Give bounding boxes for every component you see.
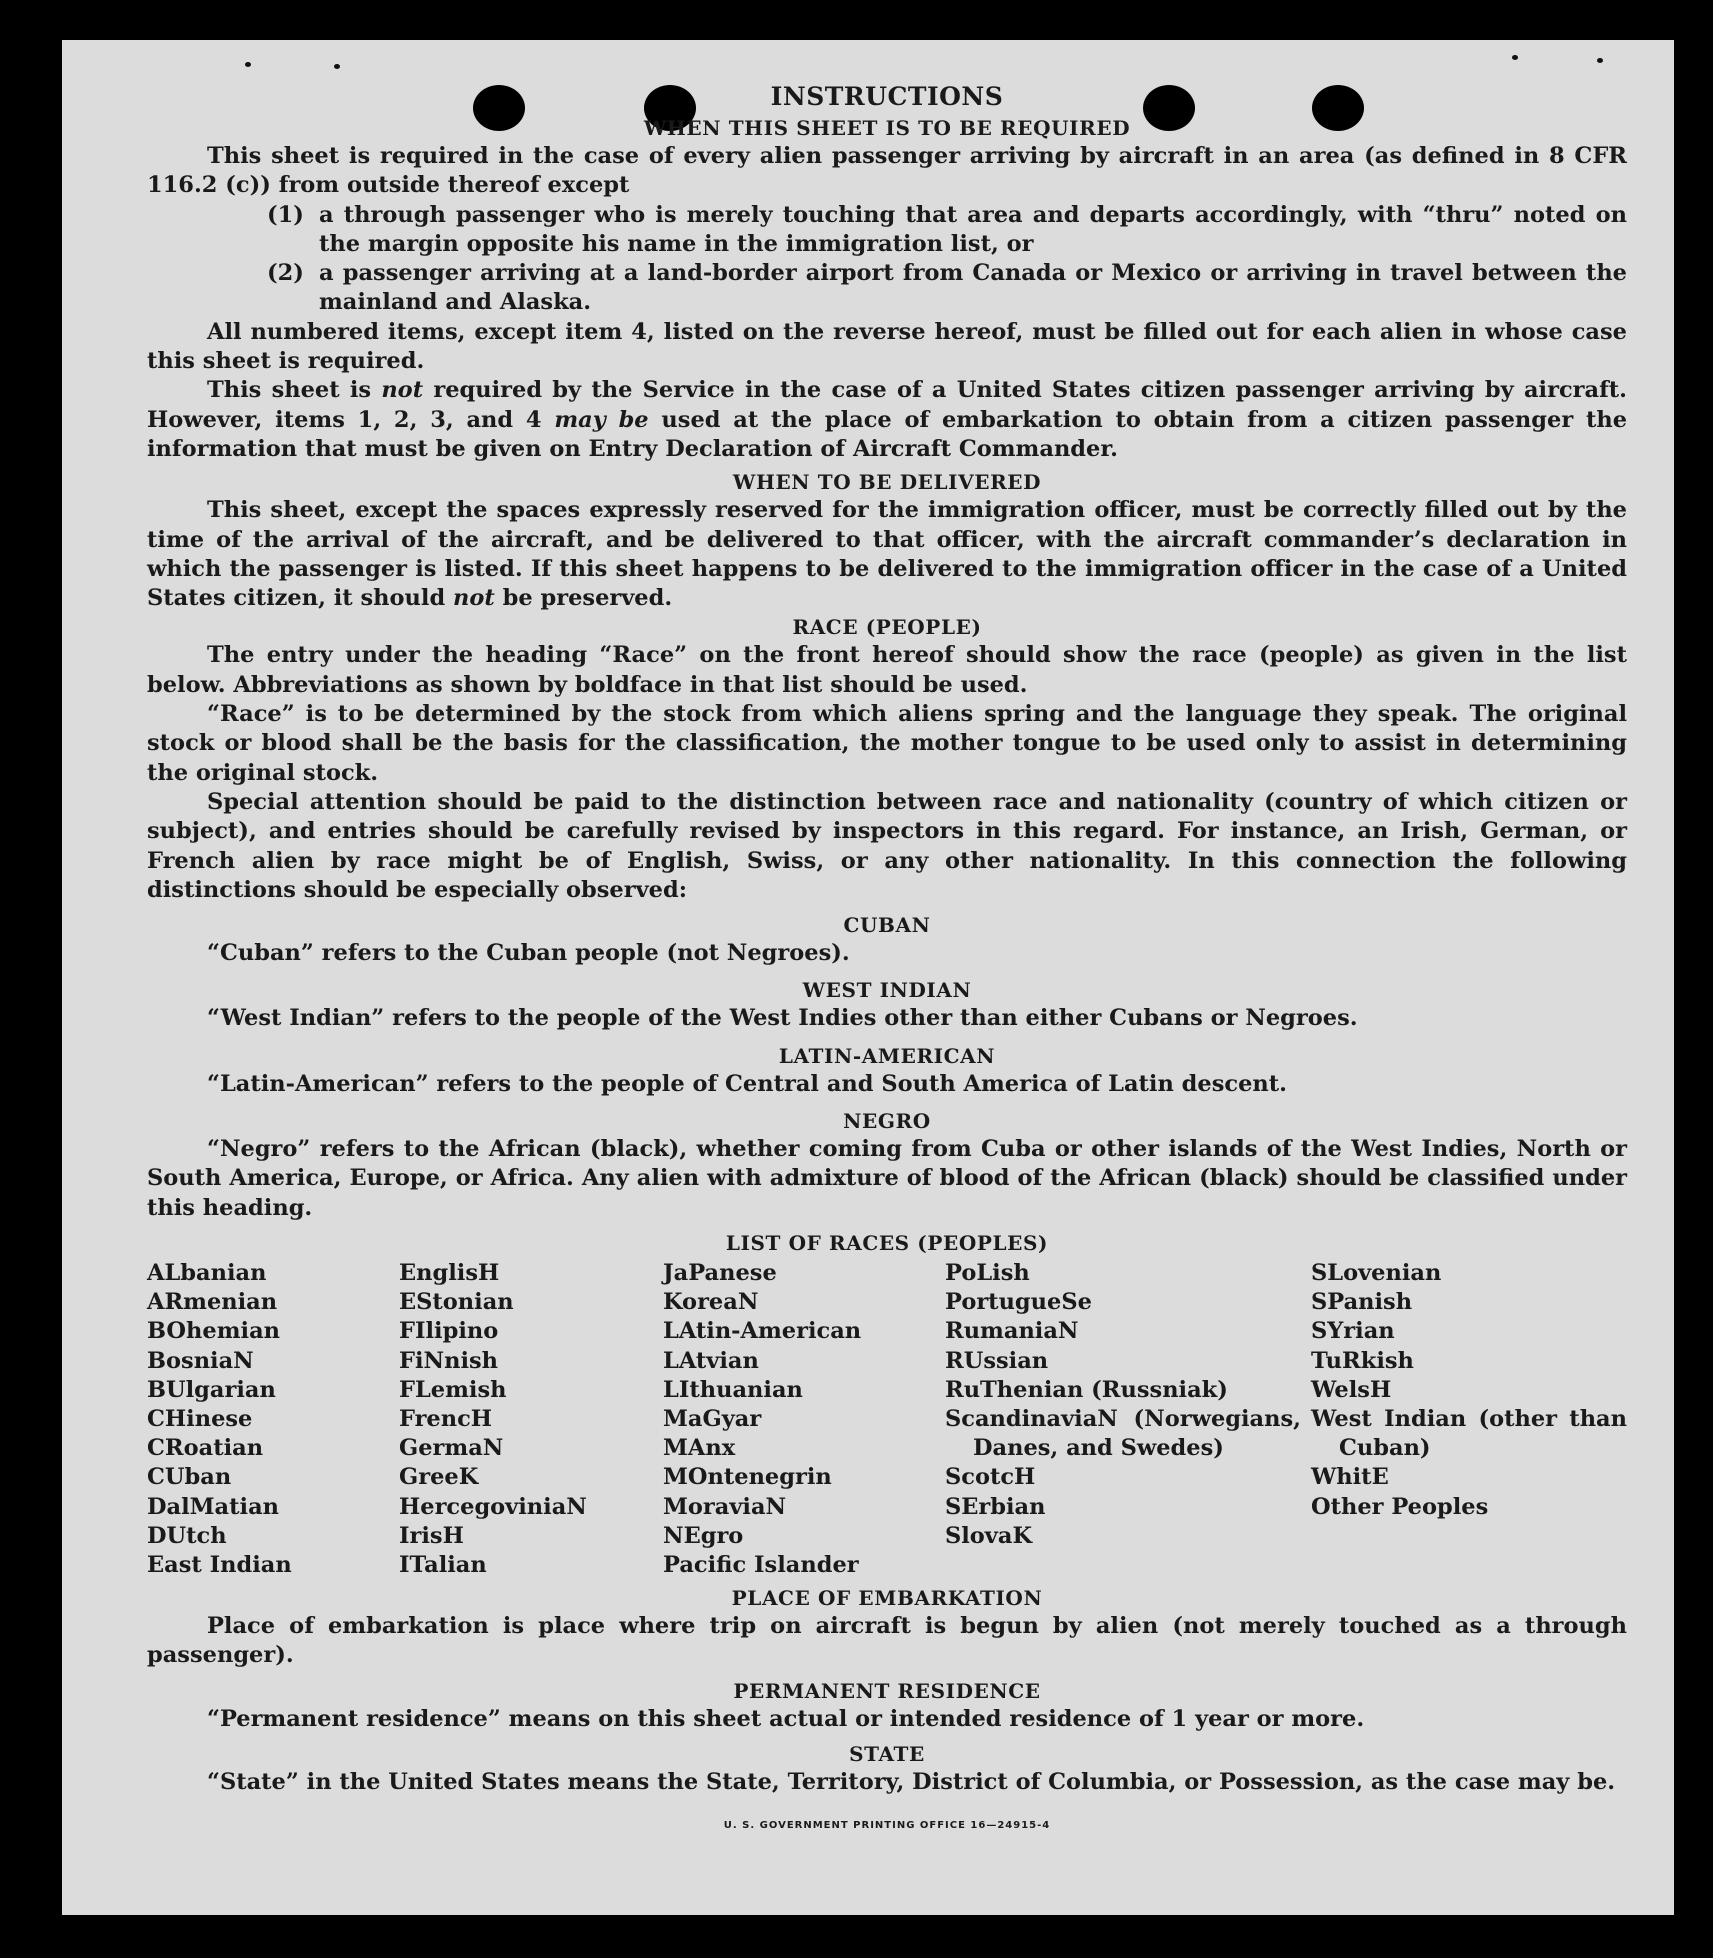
section-heading-delivered: WHEN TO BE DELIVERED bbox=[732, 470, 1042, 495]
races-list bbox=[147, 1259, 1627, 1580]
required-paragraph-3: This sheet is not required by the Service in the case of a United States citizen passenger arriving by aircraft. However, items 1, 2, 3, and 4 may be used at the place of embarkation to obtain from a citizen passenger the information that must be given on Entry Declaration of Aircraft Commander. bbox=[147, 377, 1628, 462]
west-indian-paragraph: “West Indian” refers to the people of the West Indies other than either Cubans or Negroes. bbox=[207, 1005, 1358, 1032]
race-entry: SLovenian bbox=[1311, 1259, 1442, 1286]
race-entry: WhitE bbox=[1311, 1464, 1389, 1491]
printer-imprint: U. S. GOVERNMENT PRINTING OFFICE 16—24915-4 bbox=[723, 1820, 1051, 1832]
speck bbox=[1512, 55, 1518, 60]
races-column-1 bbox=[147, 1259, 399, 1580]
race-paragraph-1: The entry under the heading “Race” on the front hereof should show the race (people) as given in the list below. Abbreviations as shown by boldface in that list should be used. bbox=[147, 642, 1627, 698]
race-entry: ARmenian bbox=[147, 1289, 278, 1316]
race-entry: LIthuanian bbox=[663, 1376, 803, 1403]
race-entry: RumaniaN bbox=[945, 1318, 1079, 1345]
instructions-content bbox=[147, 80, 1627, 1841]
race-entry: GreeK bbox=[399, 1464, 479, 1491]
race-entry: BOhemian bbox=[147, 1318, 281, 1345]
page-title: INSTRUCTIONS bbox=[770, 82, 1004, 111]
race-entry: ALbanian bbox=[147, 1259, 267, 1286]
item-number: (2) bbox=[267, 260, 304, 287]
race-entry: JaPanese bbox=[663, 1259, 777, 1286]
item-text: a through passenger who is merely touching that area and departs accordingly, with “thru” noted on the margin opposite his name in the immigration list, or bbox=[319, 201, 1627, 257]
race-entry: SErbian bbox=[945, 1493, 1046, 1520]
race-entry: SlovaK bbox=[945, 1522, 1033, 1549]
races-column-5 bbox=[1311, 1259, 1627, 1580]
section-heading-required: WHEN THIS SHEET IS TO BE REQUIRED bbox=[643, 116, 1131, 140]
race-entry: CHinese bbox=[147, 1405, 253, 1432]
section-heading-latin-american: LATIN-AMERICAN bbox=[778, 1043, 996, 1068]
race-entry: PortugueSe bbox=[945, 1289, 1092, 1316]
speck bbox=[334, 64, 340, 69]
race-entry: TuRkish bbox=[1311, 1347, 1414, 1374]
race-entry: ScotcH bbox=[945, 1464, 1036, 1491]
section-heading-cuban: CUBAN bbox=[843, 913, 931, 938]
races-column-3 bbox=[663, 1259, 945, 1580]
race-entry: BosniaN bbox=[147, 1347, 254, 1374]
section-heading-state: STATE bbox=[849, 1742, 925, 1767]
latin-american-paragraph: “Latin-American” refers to the people of Central and South America of Latin descent. bbox=[207, 1070, 1287, 1097]
race-entry: FrencH bbox=[399, 1405, 493, 1432]
race-entry: CUban bbox=[147, 1464, 232, 1491]
race-entry: KoreaN bbox=[663, 1289, 759, 1316]
required-paragraph-2: All numbered items, except item 4, listed on the reverse hereof, must be filled out for each alien in whose case this sheet is required. bbox=[147, 318, 1627, 375]
negro-paragraph: “Negro” refers to the African (black), whether coming from Cuba or other islands of the West Indies, North or South America, Europe, or Africa. Any alien with admixture of blood of the African (black) should be classified under this heading. bbox=[147, 1136, 1627, 1221]
races-column-4 bbox=[945, 1259, 1311, 1580]
state-paragraph: “State” in the United States means the State, Territory, District of Columbia, or Possession, as the case may be. bbox=[207, 1769, 1616, 1796]
race-entry: DalMatian bbox=[147, 1493, 280, 1520]
speck bbox=[245, 62, 251, 67]
race-paragraph-2: “Race” is to be determined by the stock from which aliens spring and the language they speak. The original stock or blood shall be the basis for the classification, the mother tongue to be used only to assist in determining the original stock. bbox=[147, 701, 1627, 786]
race-entry: Other Peoples bbox=[1311, 1493, 1489, 1520]
race-entry: MAnx bbox=[663, 1435, 736, 1462]
race-entry: WelsH bbox=[1311, 1376, 1392, 1403]
race-entry: BUlgarian bbox=[147, 1376, 276, 1403]
race-paragraph-3: Special attention should be paid to the distinction between race and nationality (country of which citizen or subject), and entries should be carefully revised by inspectors in this regard. For instance, an Irish, German, or French alien by race might be of English, Swiss, or any other nationality. In this connection the following distinctions should be especially observed: bbox=[147, 788, 1627, 903]
section-heading-negro: NEGRO bbox=[843, 1109, 931, 1134]
item-text: a passenger arriving at a land-border airport from Canada or Mexico or arriving in travel between the mainland and Alaska. bbox=[319, 260, 1627, 316]
race-entry: LAtin-American bbox=[663, 1318, 862, 1345]
delivered-paragraph: This sheet, except the spaces expressly reserved for the immigration officer, must be correctly filled out by the time of the arrival of the aircraft, and be delivered to that officer, with the aircraft commander’s declaration in which the passenger is listed. If this sheet happens to be delivered to the immigration officer in the case of a United States citizen, it should not be preserved. bbox=[147, 497, 1627, 612]
section-heading-race: RACE (PEOPLE) bbox=[792, 615, 982, 640]
race-entry: East Indian bbox=[147, 1551, 292, 1578]
race-entry: FLemish bbox=[399, 1376, 507, 1403]
race-entry: CRoatian bbox=[147, 1435, 264, 1462]
race-entry: Pacific Islander bbox=[663, 1551, 859, 1578]
race-entry: FIlipino bbox=[399, 1318, 499, 1345]
exception-item-1 bbox=[147, 201, 1627, 260]
race-entry: PoLish bbox=[945, 1259, 1030, 1286]
section-heading-embarkation: PLACE OF EMBARKATION bbox=[731, 1586, 1043, 1611]
race-entry: EStonian bbox=[399, 1289, 514, 1316]
race-entry: EnglisH bbox=[399, 1259, 500, 1286]
race-entry: MoraviaN bbox=[663, 1493, 787, 1520]
document-sheet bbox=[62, 40, 1674, 1915]
race-entry: RUssian bbox=[945, 1347, 1049, 1374]
race-entry: ScandinaviaN (Norwegians, Danes, and Swedes) bbox=[945, 1405, 1301, 1462]
embarkation-paragraph: Place of embarkation is place where trip on aircraft is begun by alien (not merely touched as a through passenger). bbox=[147, 1613, 1627, 1669]
residence-paragraph: “Permanent residence” means on this sheet actual or intended residence of 1 year or more. bbox=[207, 1705, 1365, 1732]
item-number: (1) bbox=[267, 201, 304, 228]
speck bbox=[1597, 58, 1603, 63]
race-entry: LAtvian bbox=[663, 1347, 759, 1374]
races-column-2 bbox=[399, 1259, 663, 1580]
race-entry: RuThenian (Russniak) bbox=[945, 1376, 1228, 1403]
race-entry: SYrian bbox=[1311, 1318, 1395, 1345]
race-entry: West Indian (other than Cuban) bbox=[1311, 1405, 1627, 1462]
race-entry: SPanish bbox=[1311, 1289, 1413, 1316]
race-entry: MaGyar bbox=[663, 1405, 762, 1432]
cuban-paragraph: “Cuban” refers to the Cuban people (not Negroes). bbox=[207, 940, 850, 967]
race-entry: ITalian bbox=[399, 1551, 487, 1578]
race-entry: GermaN bbox=[399, 1435, 504, 1462]
section-heading-races-list: LIST OF RACES (PEOPLES) bbox=[725, 1230, 1049, 1255]
exception-item-2 bbox=[147, 259, 1627, 318]
race-entry: FiNnish bbox=[399, 1347, 499, 1374]
section-heading-residence: PERMANENT RESIDENCE bbox=[733, 1678, 1041, 1703]
section-heading-west-indian: WEST INDIAN bbox=[802, 978, 972, 1003]
race-entry: NEgro bbox=[663, 1522, 744, 1549]
required-intro: This sheet is required in the case of every alien passenger arriving by aircraft in an area (as defined in 8 CFR 116.2 (c)) from outside thereof except bbox=[147, 143, 1627, 199]
race-entry: MOntenegrin bbox=[663, 1464, 832, 1491]
race-entry: IrisH bbox=[399, 1522, 464, 1549]
race-entry: HercegoviniaN bbox=[399, 1493, 587, 1520]
race-entry: DUtch bbox=[147, 1522, 227, 1549]
